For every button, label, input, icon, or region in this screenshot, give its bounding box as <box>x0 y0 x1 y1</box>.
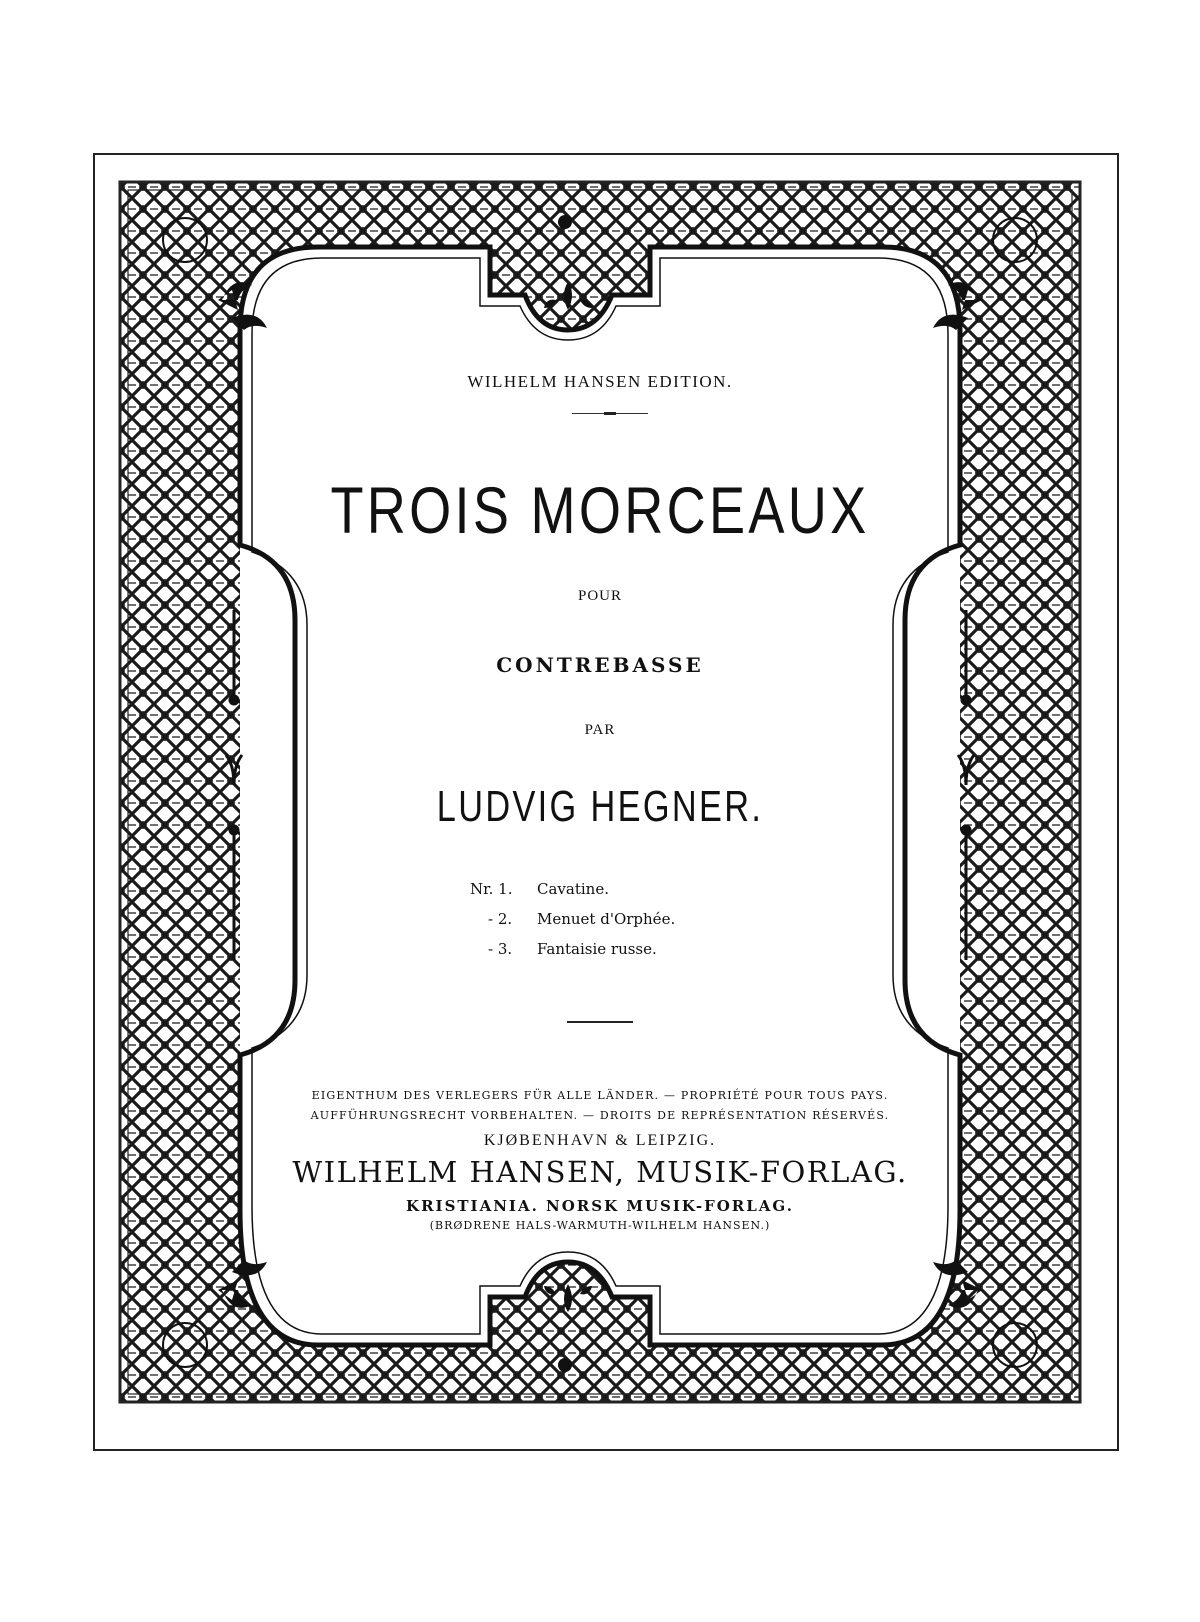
publisher-cities: KJØBENHAVN & LEIPZIG. <box>483 1132 717 1149</box>
list-item <box>470 910 800 940</box>
pour-label: POUR <box>577 588 622 604</box>
ornamental-rule <box>572 413 648 414</box>
norwegian-publisher: KRISTIANIA. NORSK MUSIK-FORLAG. <box>406 1197 794 1215</box>
publisher-partners: (BRØDRENE HALS-WARMUTH-WILHELM HANSEN.) <box>429 1219 771 1232</box>
par-label: PAR <box>584 722 616 738</box>
edition-label: WILHELM HANSEN EDITION. <box>467 372 733 391</box>
contents-list <box>470 880 800 970</box>
performance-rights-notice: AUFFÜHRUNGSRECHT VORBEHALTEN. — DROITS DE REPRÉSENTATION RÉSERVÉS. <box>310 1109 890 1122</box>
item-title: Menuet d'Orphée. <box>537 910 676 928</box>
list-item <box>470 940 800 970</box>
work-title: TROIS MORCEAUX <box>330 473 870 547</box>
publisher-name: WILHELM HANSEN, MUSIK-FORLAG. <box>292 1155 908 1189</box>
instrument-label: CONTREBASSE <box>496 653 704 677</box>
item-number: - 2. <box>488 910 513 928</box>
composer-name: LUDVIG HEGNER. <box>436 782 764 831</box>
item-title: Fantaisie russe. <box>537 940 657 958</box>
item-number: - 3. <box>488 940 513 958</box>
item-number: Nr. 1. <box>470 880 513 898</box>
divider <box>567 1021 633 1023</box>
item-title: Cavatine. <box>537 880 609 898</box>
list-item <box>470 880 800 910</box>
rights-notice: EIGENTHUM DES VERLEGERS FÜR ALLE LÄNDER. — PROPRIÉTÉ POUR TOUS PAYS. <box>311 1089 889 1102</box>
